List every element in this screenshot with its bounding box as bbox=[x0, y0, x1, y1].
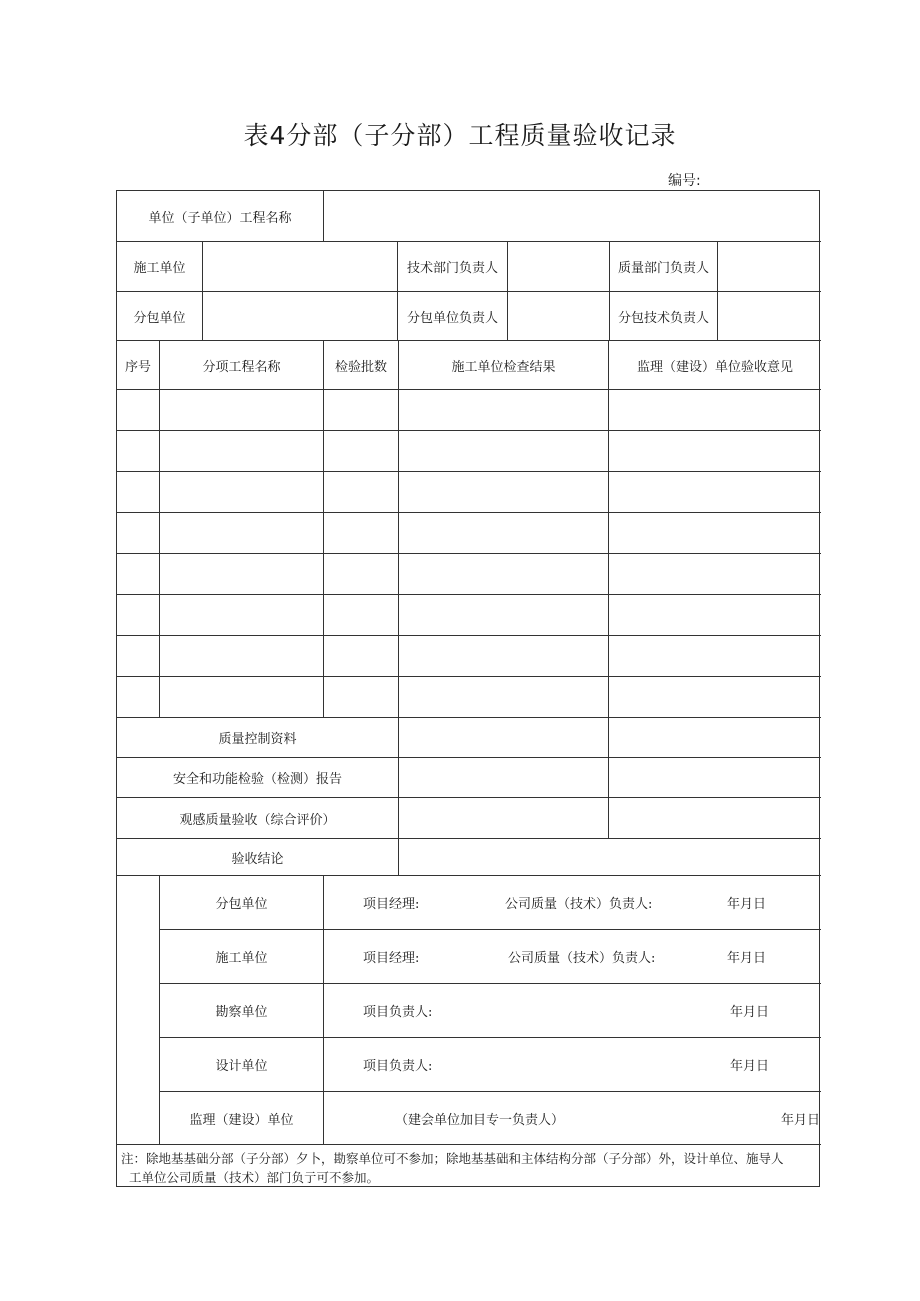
item-name-cell[interactable] bbox=[160, 554, 324, 595]
item-opinion-cell[interactable] bbox=[609, 554, 821, 595]
item-index-cell[interactable] bbox=[117, 554, 160, 595]
item-name-cell[interactable] bbox=[160, 636, 324, 677]
signoff-company-label: 公司质量（技术）负责人: bbox=[508, 951, 656, 966]
item-batch-count-cell[interactable] bbox=[324, 554, 399, 595]
tech-dept-head-field[interactable] bbox=[508, 242, 610, 292]
subcontract-tech-head-field[interactable] bbox=[718, 292, 821, 341]
signoff-person-label: 项目经理: bbox=[363, 897, 420, 912]
col-header-batch-count: 检验批数 bbox=[324, 341, 399, 390]
item-check-result-cell[interactable] bbox=[399, 390, 609, 431]
item-name-cell[interactable] bbox=[160, 595, 324, 636]
signoff-row-survey[interactable] bbox=[324, 984, 821, 1038]
item-index-cell[interactable] bbox=[117, 390, 160, 431]
footnote-line-1: 注：除地基基础分部（子分部）夕卜，勘察单位可不参加；除地基基础和主体结构分部（子分部）外，设计单位、施导人 bbox=[121, 1151, 784, 1166]
signoff-unit-subcontract: 分包单位 bbox=[160, 876, 324, 930]
appearance-opinion-field[interactable] bbox=[609, 798, 821, 839]
acceptance-form bbox=[116, 190, 820, 1187]
item-opinion-cell[interactable] bbox=[609, 595, 821, 636]
conclusion-label: 验收结论 bbox=[117, 839, 399, 876]
item-opinion-cell[interactable] bbox=[609, 390, 821, 431]
signoff-row-design[interactable] bbox=[324, 1038, 821, 1092]
col-header-supervisor-opinion: 监理（建设）单位验收意见 bbox=[609, 341, 821, 390]
item-batch-count-cell[interactable] bbox=[324, 595, 399, 636]
signoff-person-label: 项目经理: bbox=[363, 951, 420, 966]
item-batch-count-cell[interactable] bbox=[324, 513, 399, 554]
signoff-side-column bbox=[117, 876, 160, 1145]
safety-report-label: 安全和功能检验（检测）报告 bbox=[117, 758, 399, 798]
signoff-unit-survey: 勘察单位 bbox=[160, 984, 324, 1038]
signoff-row-construction[interactable] bbox=[324, 930, 821, 984]
signoff-date-label: 年月日 bbox=[727, 951, 767, 966]
item-check-result-cell[interactable] bbox=[399, 431, 609, 472]
signoff-unit-construction: 施工单位 bbox=[160, 930, 324, 984]
signoff-person-label: 项目负责人: bbox=[363, 1059, 433, 1074]
item-check-result-cell[interactable] bbox=[399, 554, 609, 595]
item-check-result-cell[interactable] bbox=[399, 595, 609, 636]
item-name-cell[interactable] bbox=[160, 472, 324, 513]
quality-control-label: 质量控制资料 bbox=[117, 718, 399, 758]
item-batch-count-cell[interactable] bbox=[324, 390, 399, 431]
serial-number-label: 编号: bbox=[668, 173, 701, 189]
signoff-date-label: 年月日 bbox=[730, 1059, 770, 1074]
signoff-unit-supervisor: 监理（建设）单位 bbox=[160, 1092, 324, 1145]
item-opinion-cell[interactable] bbox=[609, 677, 821, 718]
safety-report-opinion-field[interactable] bbox=[609, 758, 821, 798]
signoff-person-label: 项目负责人: bbox=[363, 1005, 433, 1020]
item-index-cell[interactable] bbox=[117, 636, 160, 677]
item-batch-count-cell[interactable] bbox=[324, 431, 399, 472]
subcontract-tech-head-label: 分包技术负责人 bbox=[610, 292, 718, 341]
appearance-check-field[interactable] bbox=[399, 798, 609, 839]
item-opinion-cell[interactable] bbox=[609, 472, 821, 513]
signoff-date-label: 年月日 bbox=[727, 897, 767, 912]
item-opinion-cell[interactable] bbox=[609, 431, 821, 472]
item-check-result-cell[interactable] bbox=[399, 636, 609, 677]
item-batch-count-cell[interactable] bbox=[324, 677, 399, 718]
item-index-cell[interactable] bbox=[117, 595, 160, 636]
signoff-unit-design: 设计单位 bbox=[160, 1038, 324, 1092]
subcontract-unit-field[interactable] bbox=[203, 292, 398, 341]
signoff-date-label: 年月日 bbox=[781, 1112, 821, 1128]
col-header-index: 序号 bbox=[117, 341, 160, 390]
signoff-company-label: 公司质量（技术）负责人: bbox=[505, 897, 653, 912]
item-name-cell[interactable] bbox=[160, 513, 324, 554]
quality-dept-head-label: 质量部门负责人 bbox=[610, 242, 718, 292]
signoff-row-subcontract[interactable] bbox=[324, 876, 821, 930]
item-index-cell[interactable] bbox=[117, 513, 160, 554]
item-name-cell[interactable] bbox=[160, 677, 324, 718]
item-opinion-cell[interactable] bbox=[609, 513, 821, 554]
appearance-label: 观感质量验收（综合评价） bbox=[117, 798, 399, 839]
tech-dept-head-label: 技术部门负责人 bbox=[398, 242, 508, 292]
subcontract-unit-label: 分包单位 bbox=[117, 292, 203, 341]
item-name-cell[interactable] bbox=[160, 390, 324, 431]
item-opinion-cell[interactable] bbox=[609, 636, 821, 677]
page-title: 表4分部（子分部）工程质量验收记录 bbox=[243, 121, 677, 150]
col-header-check-result: 施工单位检查结果 bbox=[399, 341, 609, 390]
item-check-result-cell[interactable] bbox=[399, 513, 609, 554]
signoff-date-label: 年月日 bbox=[730, 1005, 770, 1020]
signoff-row-supervisor[interactable] bbox=[324, 1092, 821, 1145]
signoff-person-label: （建会单位加目专一负责人） bbox=[395, 1112, 565, 1128]
item-index-cell[interactable] bbox=[117, 472, 160, 513]
subcontract-head-label: 分包单位负责人 bbox=[398, 292, 508, 341]
conclusion-field[interactable] bbox=[399, 839, 821, 876]
item-index-cell[interactable] bbox=[117, 431, 160, 472]
footnote-line-2: 工单位公司质量（技术）部门负亍可不参加。 bbox=[129, 1170, 380, 1185]
quality-control-check-field[interactable] bbox=[399, 718, 609, 758]
item-batch-count-cell[interactable] bbox=[324, 472, 399, 513]
item-check-result-cell[interactable] bbox=[399, 472, 609, 513]
project-name-field[interactable] bbox=[324, 191, 821, 242]
construction-unit-label: 施工单位 bbox=[117, 242, 203, 292]
item-check-result-cell[interactable] bbox=[399, 677, 609, 718]
footnote bbox=[117, 1145, 821, 1188]
item-name-cell[interactable] bbox=[160, 431, 324, 472]
construction-unit-field[interactable] bbox=[203, 242, 398, 292]
item-index-cell[interactable] bbox=[117, 677, 160, 718]
subcontract-head-field[interactable] bbox=[508, 292, 610, 341]
item-batch-count-cell[interactable] bbox=[324, 636, 399, 677]
quality-control-opinion-field[interactable] bbox=[609, 718, 821, 758]
quality-dept-head-field[interactable] bbox=[718, 242, 821, 292]
project-name-label: 单位（子单位）工程名称 bbox=[117, 191, 324, 242]
col-header-item-name: 分项工程名称 bbox=[160, 341, 324, 390]
safety-report-check-field[interactable] bbox=[399, 758, 609, 798]
